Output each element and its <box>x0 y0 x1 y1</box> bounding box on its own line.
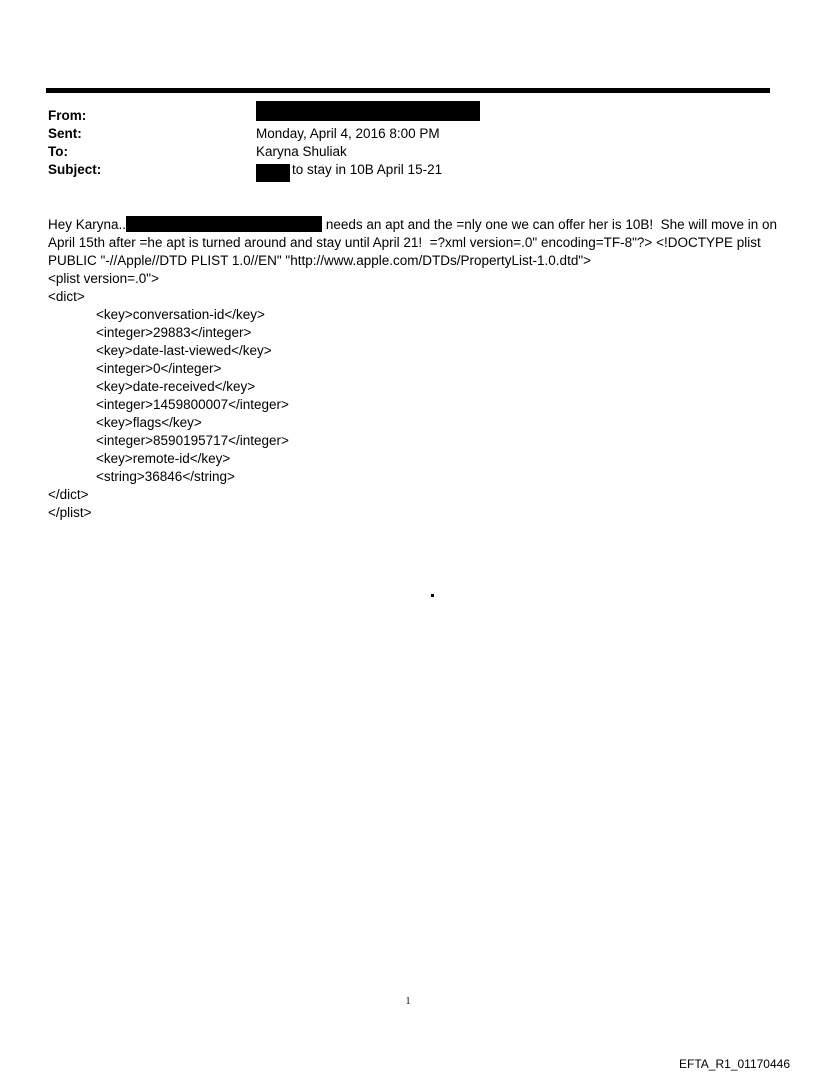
plist-line: <integer>8590195717</integer> <box>96 433 289 448</box>
page-number: 1 <box>405 996 411 1007</box>
header-rule <box>46 88 770 93</box>
subject-label: Subject: <box>48 162 102 177</box>
plist-line: <integer>1459800007</integer> <box>96 397 289 412</box>
plist-line: <string>36846</string> <box>96 469 235 484</box>
to-label: To: <box>48 144 68 159</box>
body-close-dict: </dict> <box>48 487 89 502</box>
sent-label: Sent: <box>48 126 82 141</box>
redaction-subject <box>256 164 290 182</box>
document-id: EFTA_R1_01170446 <box>679 1057 790 1071</box>
from-label: From: <box>48 108 87 123</box>
body-line-4: <plist version=.0"> <box>48 271 159 286</box>
plist-line: <integer>0</integer> <box>96 361 222 376</box>
subject-value: to stay in 10B April 15-21 <box>292 162 443 177</box>
body-close-plist: </plist> <box>48 505 92 520</box>
plist-line: <key>date-received</key> <box>96 379 256 394</box>
sent-value: Monday, April 4, 2016 8:00 PM <box>256 126 440 141</box>
plist-line: <integer>29883</integer> <box>96 325 252 340</box>
body-line-1-start: Hey Karyna.. <box>48 217 127 232</box>
redaction-from <box>256 101 480 121</box>
stray-mark <box>431 594 434 597</box>
body-line-1-end: needs an apt and the =nly one we can offer her is 10B! She will move in on <box>325 217 777 232</box>
body-line-3: PUBLIC "-//Apple//DTD PLIST 1.0//EN" "http://www.apple.com/DTDs/PropertyList-1.0.dtd"> <box>48 253 591 268</box>
body-line-2: April 15th after =he apt is turned around and stay until April 21! =?xml version=.0" encoding=TF-8"?> <!DOCTYPE plist <box>48 235 761 250</box>
plist-line: <key>date-last-viewed</key> <box>96 343 272 358</box>
plist-line: <key>remote-id</key> <box>96 451 231 466</box>
body-line-1 <box>48 216 778 234</box>
redaction-body <box>126 216 322 232</box>
plist-line: <key>flags</key> <box>96 415 202 430</box>
plist-line: <key>conversation-id</key> <box>96 307 265 322</box>
to-value: Karyna Shuliak <box>256 144 347 159</box>
body-line-5: <dict> <box>48 289 85 304</box>
email-body <box>48 216 778 522</box>
